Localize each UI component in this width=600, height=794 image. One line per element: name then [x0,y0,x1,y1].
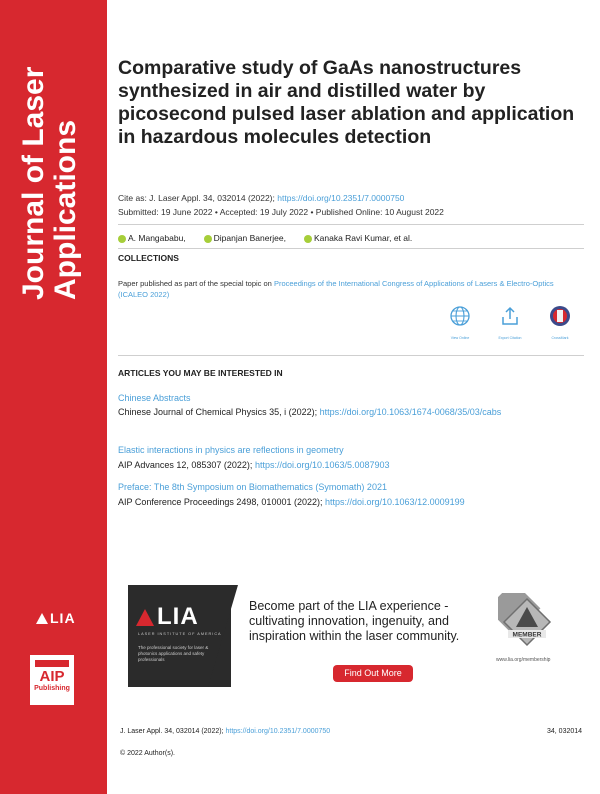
ad-diagonal [208,585,238,687]
author-item[interactable]: A. Mangababu, [118,233,186,243]
related-article-ref [118,496,588,508]
globe-icon [449,305,471,327]
lia-advertisement[interactable] [128,585,568,687]
ad-url[interactable]: www.lia.org/membership [496,657,551,663]
copyright: © 2022 Author(s). [120,750,175,757]
related-article-title[interactable]: Elastic interactions in physics are reflections in geometry [118,445,344,455]
related-article-title[interactable]: Chinese Abstracts [118,393,191,403]
journal-sidebar [0,0,107,794]
aip-logo-subtext: Publishing [34,685,70,692]
footer-doi-link[interactable]: https://doi.org/10.2351/7.0000750 [225,728,331,735]
citation-line [118,193,404,203]
related-article-doi[interactable]: https://doi.org/10.1063/12.0009199 [325,497,465,507]
ad-logo-subtitle: LASER INSTITUTE OF AMERICA [138,632,222,636]
tool-label: CrossMark [551,336,569,340]
lia-triangle-icon [136,609,154,626]
orcid-icon[interactable] [304,235,312,243]
collections-prefix: Paper published as part of the special topic on [118,279,272,288]
footer-page: 34, 032014 [547,728,583,735]
lia-logo-text: LIA [50,610,76,626]
crossmark-button[interactable] [540,305,580,340]
find-out-more-button[interactable]: Find Out More [333,665,413,682]
tool-label: View Online [450,336,470,340]
citation-text: Cite as: J. Laser Appl. 34, 032014 (2022); [118,193,275,203]
lia-triangle-icon [36,613,48,624]
author-item[interactable]: Kanaka Ravi Kumar, et al. [304,233,412,243]
divider [118,248,584,249]
related-article-doi[interactable]: https://doi.org/10.1063/5.0087903 [254,460,390,470]
related-article-source: AIP Conference Proceedings 2498, 010001 (2022); [118,497,323,507]
orcid-icon[interactable] [204,235,212,243]
ad-dark-text: The professional society for laser & photonics applications and safety professionals [138,645,209,662]
journal-title: Journal of Laser Applications [17,66,82,300]
article-dates: Submitted: 19 June 2022 • Accepted: 19 July 2022 • Published Online: 10 August 2022 [118,207,444,217]
aip-logo-text: AIP [39,668,65,685]
collections-heading: COLLECTIONS [118,253,179,263]
related-article-ref [118,459,588,471]
footer-cite-text: J. Laser Appl. 34, 032014 (2022); [120,728,224,735]
divider [118,355,584,356]
related-article-title[interactable]: Preface: The 8th Symposium on Biomathematics (Symomath) 2021 [118,482,387,492]
lia-logo[interactable] [36,610,76,626]
view-online-button[interactable] [440,305,480,340]
crossmark-icon [549,305,571,327]
aip-publishing-logo[interactable] [30,655,74,705]
aip-logo-bar [35,660,69,667]
collections-link[interactable]: Proceedings of the International Congress of Applications of Lasers & Electro-Optics (ICALEO 2022) [118,279,554,299]
article-tools [440,305,580,340]
badge-text: MEMBER [512,631,542,639]
member-badge-icon [498,593,556,651]
export-citation-button[interactable] [490,305,530,340]
author-list [118,233,426,243]
ad-lia-logo [136,603,199,631]
related-article-ref [118,406,588,418]
related-article-doi[interactable]: https://doi.org/10.1063/1674-0068/35/03/cabs [319,407,502,417]
orcid-icon[interactable] [118,235,126,243]
article-doi-link[interactable]: https://doi.org/10.2351/7.0000750 [277,193,405,203]
author-item[interactable]: Dipanjan Banerjee, [204,233,286,243]
footer-citation [120,728,330,735]
related-article-source: AIP Advances 12, 085307 (2022); [118,460,253,470]
tool-label: Export Citation [498,336,522,340]
export-icon [499,305,521,327]
collections-text [118,278,580,300]
related-heading: ARTICLES YOU MAY BE INTERESTED IN [118,368,283,378]
divider [118,224,584,225]
article-title: Comparative study of GaAs nanostructures synthesized in air and distilled water by picosecond pulsed laser ablation and application in hazardous molecules detection [118,57,575,148]
ad-logo-text: LIA [157,603,199,630]
ad-headline: Become part of the LIA experience - cultivating innovation, ingenuity, and inspiration within the laser community. [249,599,460,643]
related-article-source: Chinese Journal of Chemical Physics 35, i (2022); [118,407,318,417]
